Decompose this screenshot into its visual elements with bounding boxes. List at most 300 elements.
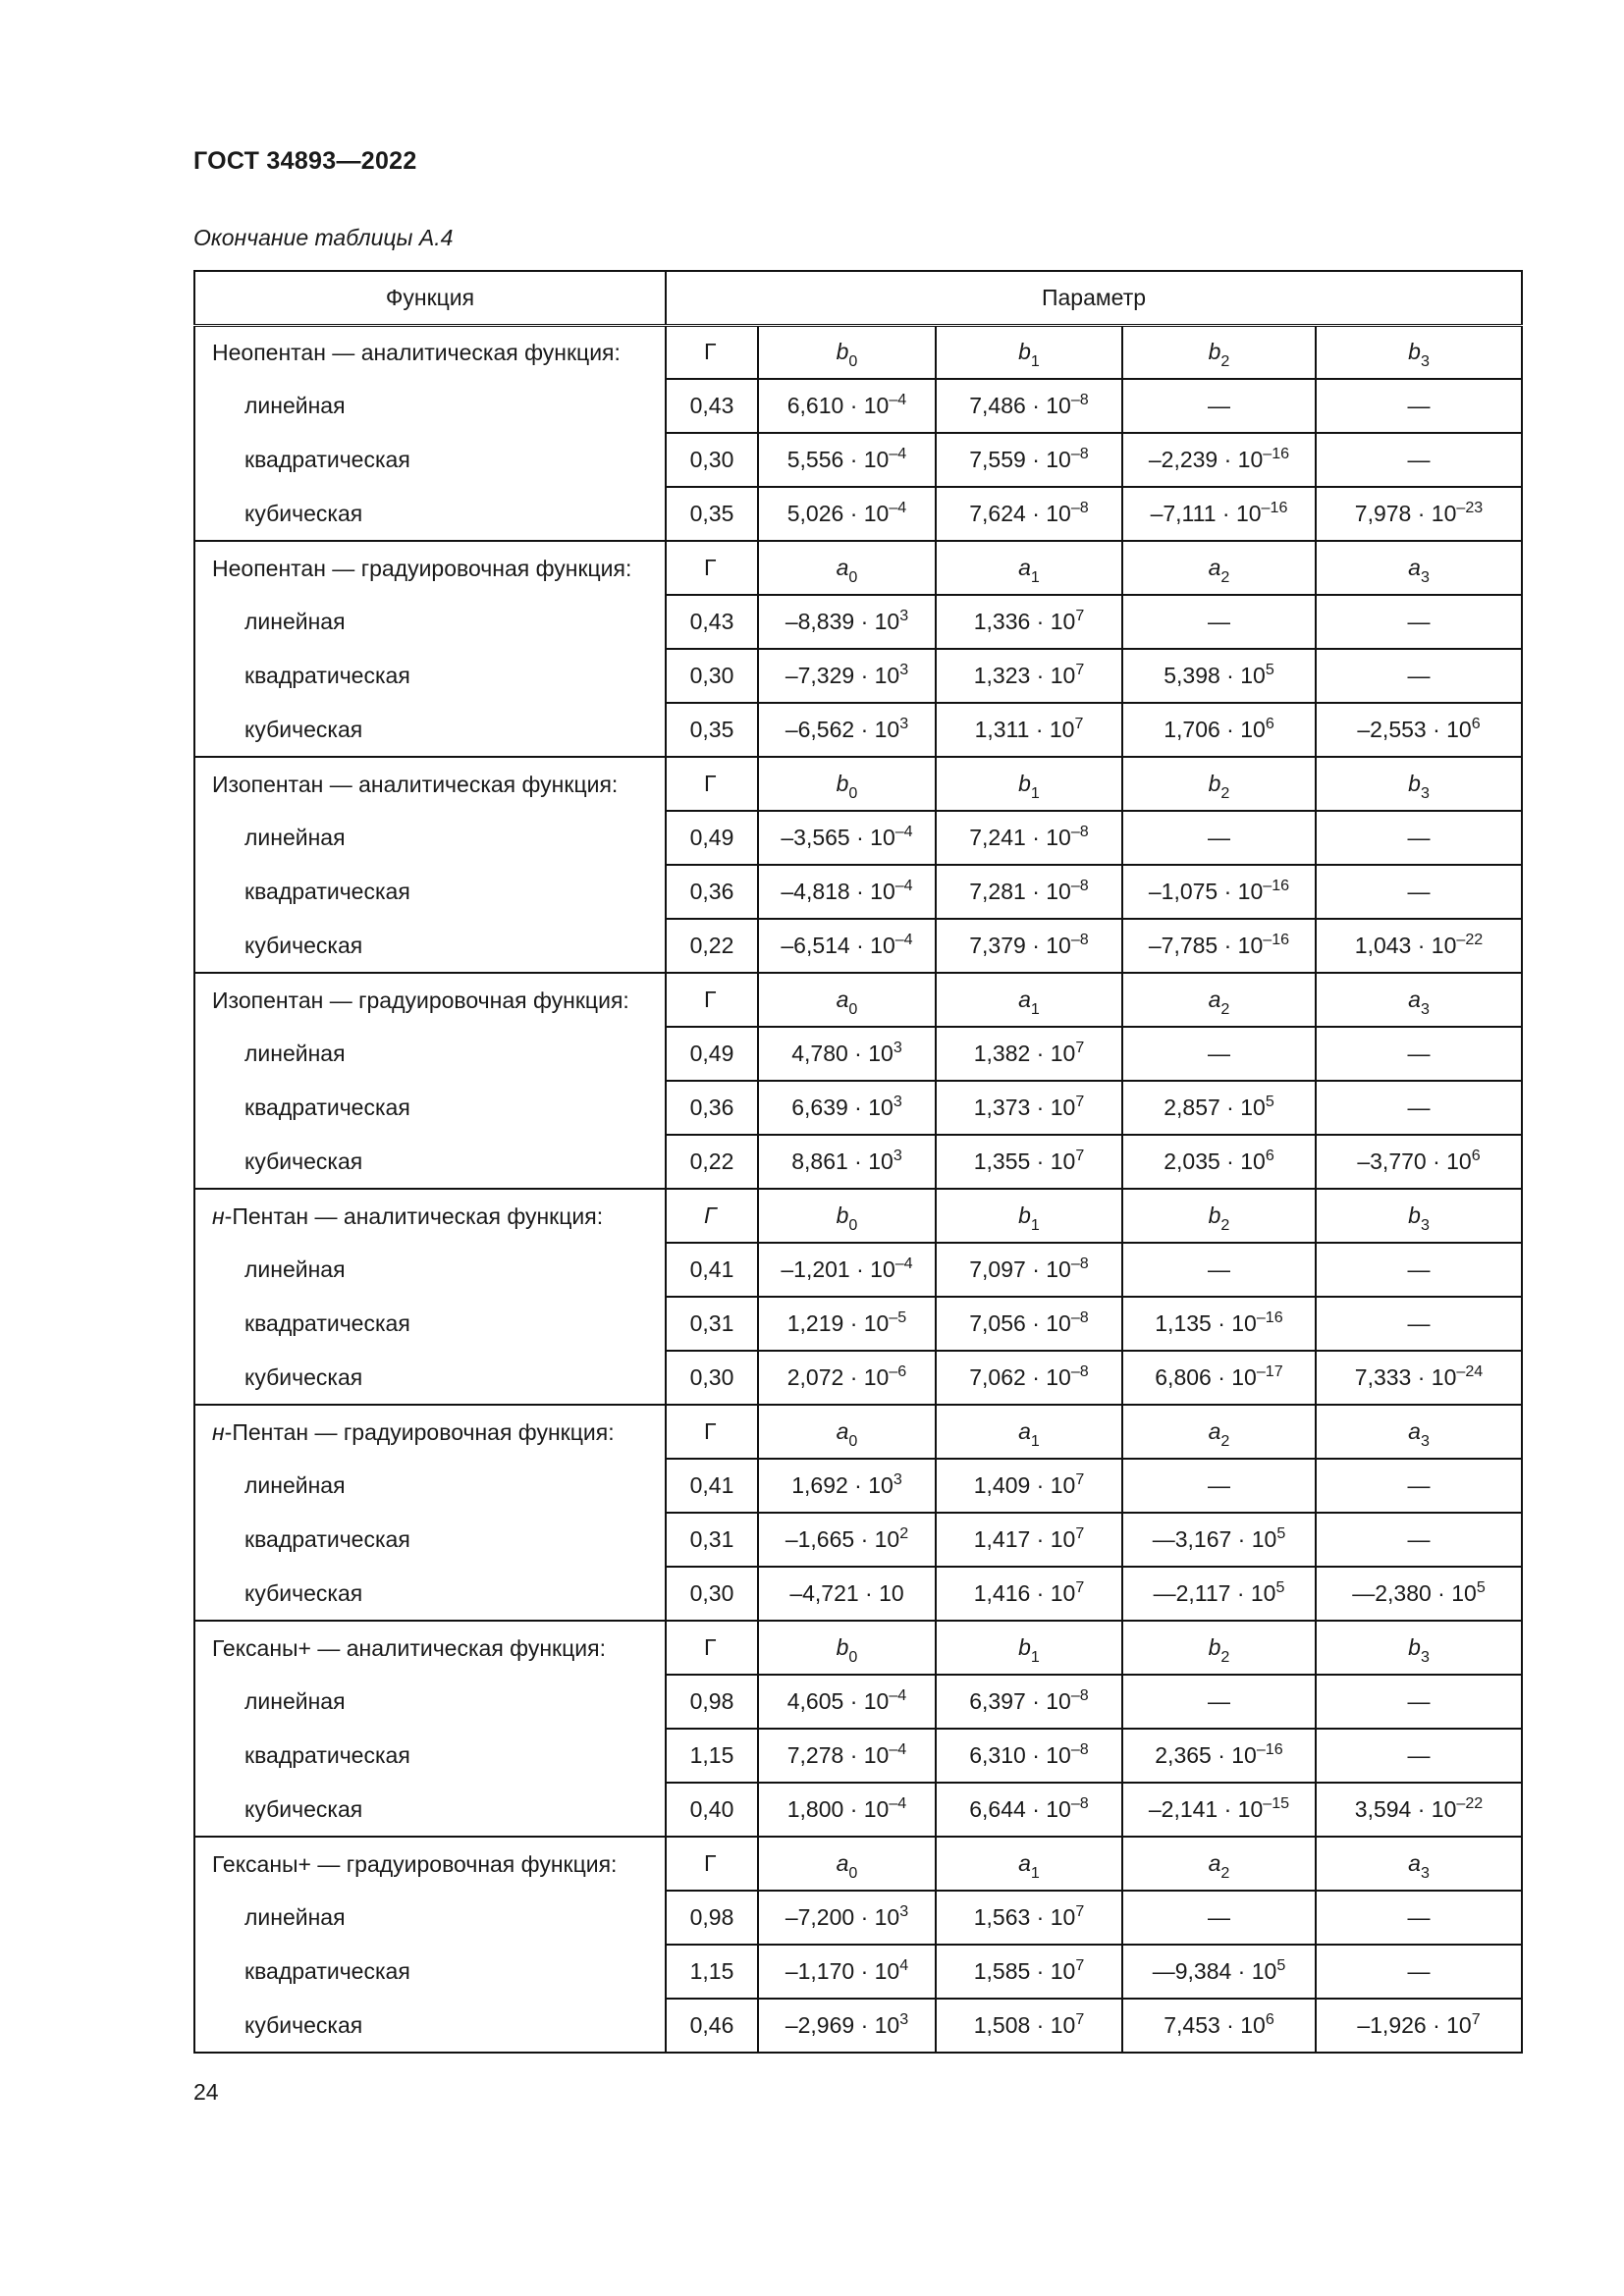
group-title	[194, 541, 666, 595]
coefficient-mantissa: 1,416 · 10	[973, 1580, 1076, 1606]
function-type-label: линейная	[194, 595, 666, 649]
coefficient-value	[1316, 1243, 1522, 1297]
parameter-label	[758, 1189, 936, 1243]
coefficient	[1408, 1256, 1431, 1282]
coefficient-mantissa: 5,026 · 10	[786, 501, 890, 526]
coefficient-value	[1316, 865, 1522, 919]
group-title-text: Неопентан — градуировочная функция:	[212, 555, 632, 581]
coefficient-exponent: –16	[1263, 877, 1290, 895]
gamma-value: 0,22	[666, 919, 758, 973]
coefficient	[969, 1688, 1089, 1714]
parameter-symbol-subscript: 2	[1220, 352, 1230, 371]
parameter-symbol-subscript: 0	[848, 784, 858, 803]
coefficient-mantissa: —	[1407, 1688, 1431, 1714]
coefficient	[1164, 663, 1274, 688]
coefficient-exponent: 7	[1075, 1902, 1085, 1921]
coefficient-mantissa: 7,281 · 10	[969, 879, 1071, 904]
group-title	[194, 973, 666, 1027]
coefficient-mantissa: 1,382 · 10	[973, 1041, 1076, 1066]
coefficient-value	[1122, 919, 1316, 973]
coefficient-value	[936, 1999, 1122, 2053]
table-row	[194, 1297, 1522, 1351]
function-type-label: линейная	[194, 1243, 666, 1297]
coefficient-mantissa: —	[1407, 1526, 1431, 1552]
coefficient-value	[1122, 1243, 1316, 1297]
coefficient-value	[1316, 649, 1522, 703]
coefficient-exponent: –8	[1070, 1308, 1089, 1327]
function-type-label: линейная	[194, 1675, 666, 1729]
parameter-symbol	[836, 1850, 858, 1883]
coefficient-mantissa: —	[1407, 1472, 1431, 1498]
gamma-symbol: Г	[704, 1850, 717, 1876]
coefficient-exponent: –8	[1070, 1255, 1089, 1273]
coefficient	[1208, 1041, 1230, 1066]
function-type-label: линейная	[194, 811, 666, 865]
coefficient-exponent: –4	[894, 877, 913, 895]
coefficient-mantissa: 1,563 · 10	[973, 1904, 1076, 1930]
parameter-symbol	[1018, 771, 1040, 803]
coefficient	[974, 2012, 1085, 2038]
coefficient	[785, 609, 908, 634]
gamma-symbol: Г	[704, 1634, 717, 1660]
parameter-symbol	[1408, 987, 1430, 1019]
coefficient-mantissa: 2,035 · 10	[1164, 1148, 1266, 1174]
coefficient-exponent: 5	[1276, 1524, 1286, 1543]
coefficient-value	[758, 1513, 936, 1567]
group-title-row	[194, 1621, 1522, 1675]
coefficient-mantissa: 7,453 · 10	[1164, 2012, 1266, 2038]
coefficient-mantissa: —	[1407, 447, 1431, 472]
parameter-label	[1122, 325, 1316, 379]
coefficient	[1352, 1580, 1486, 1606]
parameter-label	[1316, 325, 1522, 379]
gamma-value: 0,36	[666, 1081, 758, 1135]
coefficient	[1164, 2012, 1274, 2038]
coefficient	[1155, 1742, 1282, 1768]
parameter-label	[936, 1405, 1122, 1459]
coefficient-value	[1122, 1459, 1316, 1513]
coefficient	[974, 1958, 1085, 1984]
coefficient-value	[1316, 811, 1522, 865]
coefficient-value	[1122, 1945, 1316, 1999]
gamma-value: 1,15	[666, 1945, 758, 1999]
coefficient-value	[1316, 1567, 1522, 1621]
column-header-function: Функция	[194, 271, 666, 325]
parameter-symbol-base: b	[1208, 771, 1221, 796]
coefficient-mantissa: 7,978 · 10	[1354, 501, 1457, 526]
coefficient	[969, 1796, 1089, 1822]
coefficient	[1164, 717, 1274, 742]
table-row	[194, 1567, 1522, 1621]
coefficient	[974, 1580, 1085, 1606]
coefficient	[785, 717, 908, 742]
coefficient	[1408, 1742, 1431, 1768]
parameter-symbol	[1208, 555, 1230, 587]
parameter-symbol	[1208, 339, 1230, 371]
function-type-label: квадратическая	[194, 1297, 666, 1351]
coefficient-value	[936, 433, 1122, 487]
parameter-symbol-subscript: 0	[848, 1000, 858, 1019]
coefficient-value	[1122, 1081, 1316, 1135]
coefficient-value	[1316, 379, 1522, 433]
coefficient	[787, 1364, 907, 1390]
parameter-symbol	[1018, 1202, 1040, 1235]
coefficient-mantissa: 7,379 · 10	[969, 933, 1071, 958]
function-type-label: кубическая	[194, 703, 666, 757]
table-row	[194, 1081, 1522, 1135]
coefficient-value	[936, 1027, 1122, 1081]
coefficient	[781, 879, 912, 904]
coefficient-mantissa: 7,278 · 10	[786, 1742, 890, 1768]
coefficient-exponent: –8	[1070, 391, 1089, 409]
parameter-symbol-subscript: 0	[848, 352, 858, 371]
coefficient	[1151, 501, 1288, 526]
parameter-symbol	[1018, 987, 1040, 1019]
coefficient-value	[1316, 703, 1522, 757]
parameter-label	[936, 757, 1122, 811]
parameter-label	[758, 1405, 936, 1459]
coefficient-value	[758, 919, 936, 973]
parameter-symbol	[1408, 555, 1430, 587]
coefficient-value	[1122, 865, 1316, 919]
coefficient	[974, 1472, 1085, 1498]
coefficient-mantissa: —	[1208, 1256, 1230, 1282]
coefficient-value	[936, 1135, 1122, 1189]
parameter-symbol-subscript: 2	[1220, 1648, 1230, 1667]
parameter-symbol-base: b	[1408, 771, 1421, 796]
coefficient-value	[1316, 487, 1522, 541]
table-row	[194, 1891, 1522, 1945]
table-row	[194, 1135, 1522, 1189]
coefficient-mantissa: –3,565 · 10	[781, 825, 895, 850]
coefficient	[975, 717, 1084, 742]
group-title-text: Изопентан — градуировочная функция:	[212, 987, 629, 1013]
coefficient	[969, 501, 1089, 526]
parameter-label	[1316, 1837, 1522, 1891]
coefficient	[1208, 1904, 1230, 1930]
coefficient-exponent: –16	[1263, 445, 1290, 463]
coefficient-mantissa: –1,665 · 10	[785, 1526, 900, 1552]
coefficient-mantissa: 1,508 · 10	[973, 2012, 1076, 2038]
coefficient-exponent: 5	[1265, 1093, 1274, 1111]
coefficient-mantissa: —	[1208, 825, 1230, 850]
coefficient-mantissa: 7,062 · 10	[969, 1364, 1071, 1390]
coefficient-value	[1316, 1135, 1522, 1189]
coefficient	[1149, 1796, 1289, 1822]
parameter-symbol	[836, 771, 858, 803]
coefficient-exponent: 7	[1471, 2010, 1481, 2029]
parameter-label	[1316, 541, 1522, 595]
gamma-value: 0,36	[666, 865, 758, 919]
parameter-symbol-base: a	[1408, 1850, 1421, 1876]
gamma-value: 0,35	[666, 703, 758, 757]
coefficient-value	[1122, 1675, 1316, 1729]
coefficient-mantissa: 3,594 · 10	[1354, 1796, 1457, 1822]
group-title-text: -Пентан — аналитическая функция:	[224, 1202, 604, 1229]
parameter-label	[1122, 757, 1316, 811]
coefficient-exponent: 7	[1075, 1956, 1085, 1975]
coefficient-value	[1316, 1081, 1522, 1135]
coefficient-value	[758, 1675, 936, 1729]
coefficient-mantissa: —	[1407, 609, 1431, 634]
parameter-symbol-subscript: 1	[1030, 1864, 1040, 1883]
coefficient-exponent: –23	[1456, 499, 1484, 517]
coefficient-mantissa: 6,639 · 10	[791, 1095, 893, 1120]
gamma-label	[666, 1189, 758, 1243]
parameter-label	[936, 325, 1122, 379]
gamma-value: 0,30	[666, 433, 758, 487]
coefficient-exponent: –8	[1070, 499, 1089, 517]
coefficient	[1408, 663, 1431, 688]
coefficient-mantissa: 1,417 · 10	[973, 1526, 1076, 1552]
table-row	[194, 1999, 1522, 2053]
coefficient	[974, 609, 1085, 634]
coefficient	[1357, 2012, 1480, 2038]
table-row	[194, 1027, 1522, 1081]
coefficient-exponent: –4	[889, 1740, 907, 1759]
parameter-label	[758, 325, 936, 379]
parameter-symbol-base: a	[1208, 987, 1221, 1012]
table-row	[194, 379, 1522, 433]
coefficient-value	[758, 1027, 936, 1081]
coefficient-value	[936, 379, 1122, 433]
coefficient-value	[1316, 1459, 1522, 1513]
gamma-value: 0,43	[666, 379, 758, 433]
coefficient-value	[1122, 1351, 1316, 1405]
coefficient-exponent: –17	[1256, 1362, 1283, 1381]
gamma-value: 0,46	[666, 1999, 758, 2053]
coefficient	[781, 1256, 912, 1282]
parameter-symbol	[1018, 339, 1040, 371]
parameter-symbol	[1208, 1202, 1230, 1235]
group-title-text: Гексаны+ — градуировочная функция:	[212, 1850, 618, 1877]
parameter-label	[936, 541, 1122, 595]
coefficient-value	[936, 865, 1122, 919]
group-title	[194, 1189, 666, 1243]
coefficient-value	[758, 1945, 936, 1999]
table-row	[194, 703, 1522, 757]
gamma-symbol: Г	[704, 1418, 717, 1444]
coefficient-value	[1316, 919, 1522, 973]
parameter-symbol	[1018, 555, 1040, 587]
coefficient-mantissa: 4,605 · 10	[786, 1688, 890, 1714]
group-title-row	[194, 325, 1522, 379]
coefficient-mantissa: 1,373 · 10	[973, 1095, 1076, 1120]
gamma-label	[666, 757, 758, 811]
coefficient-value	[1316, 1999, 1522, 2053]
coefficient-mantissa: –7,200 · 10	[785, 1904, 900, 1930]
parameter-symbol-base: b	[1208, 1634, 1221, 1660]
coefficient-exponent: 7	[1075, 2010, 1085, 2029]
coefficient-exponent: 4	[899, 1956, 909, 1975]
coefficient-value	[758, 379, 936, 433]
coefficient-mantissa: –2,239 · 10	[1148, 447, 1264, 472]
coefficient-value	[758, 1297, 936, 1351]
coefficient-mantissa: —2,117 · 10	[1153, 1580, 1276, 1606]
parameter-label	[758, 1837, 936, 1891]
coefficient	[969, 447, 1089, 472]
coefficient-value	[936, 649, 1122, 703]
coefficient	[969, 1364, 1089, 1390]
coefficient-mantissa: 7,333 · 10	[1354, 1364, 1457, 1390]
coefficient	[969, 825, 1089, 850]
coefficient-mantissa: 1,800 · 10	[786, 1796, 890, 1822]
coefficient	[1208, 1472, 1230, 1498]
coefficient-exponent: –16	[1256, 1308, 1283, 1327]
coefficient-value	[1122, 1513, 1316, 1567]
coefficient-mantissa: —	[1407, 825, 1431, 850]
coefficient-mantissa: 1,585 · 10	[973, 1958, 1076, 1984]
function-type-label: линейная	[194, 1027, 666, 1081]
coefficient	[1408, 1526, 1431, 1552]
coefficient-exponent: –4	[889, 391, 907, 409]
parameter-symbol	[1018, 1850, 1040, 1883]
parameter-symbol	[1208, 987, 1230, 1019]
coefficient	[791, 1041, 902, 1066]
function-type-label: кубическая	[194, 1999, 666, 2053]
function-type-label: квадратическая	[194, 1081, 666, 1135]
coefficient-mantissa: —	[1208, 1904, 1230, 1930]
coefficient-mantissa: —	[1208, 1041, 1230, 1066]
coefficient-mantissa: —	[1407, 1958, 1431, 1984]
gamma-symbol: Г	[704, 987, 717, 1012]
gamma-value: 0,41	[666, 1459, 758, 1513]
parameter-symbol-subscript: 2	[1220, 784, 1230, 803]
coefficient-mantissa: –3,770 · 10	[1357, 1148, 1472, 1174]
coefficient-value	[1316, 1675, 1522, 1729]
coefficient	[787, 447, 907, 472]
coefficient-mantissa: 1,043 · 10	[1354, 933, 1457, 958]
parameter-symbol-base: b	[1408, 339, 1421, 365]
coefficient-value	[936, 1351, 1122, 1405]
parameter-symbol-subscript: 2	[1220, 1432, 1230, 1451]
coefficient	[787, 1688, 907, 1714]
coefficient-mantissa: —	[1208, 609, 1230, 634]
coefficient-mantissa: 8,861 · 10	[791, 1148, 893, 1174]
coefficient-mantissa: –2,969 · 10	[785, 2012, 900, 2038]
parameter-symbol-base: a	[836, 987, 849, 1012]
parameter-symbol-base: b	[1408, 1634, 1421, 1660]
coefficient-value	[936, 595, 1122, 649]
coefficient-mantissa: –1,926 · 10	[1357, 2012, 1472, 2038]
coefficient-value	[758, 1351, 936, 1405]
parameter-label	[758, 1621, 936, 1675]
parameter-symbol-subscript: 2	[1220, 1000, 1230, 1019]
coefficient-exponent: –16	[1263, 931, 1290, 949]
coefficient-mantissa: 1,706 · 10	[1164, 717, 1266, 742]
coefficient-exponent: –4	[889, 1686, 907, 1705]
parameter-symbol-subscript: 3	[1420, 352, 1430, 371]
parameter-symbol-subscript: 1	[1030, 352, 1040, 371]
coefficient-mantissa: 6,610 · 10	[786, 393, 890, 418]
coefficient-value	[758, 1729, 936, 1783]
coefficient-mantissa: 1,323 · 10	[973, 663, 1076, 688]
coefficient-exponent: 2	[899, 1524, 909, 1543]
coefficient	[1408, 1472, 1431, 1498]
group-title-text: -Пентан — градуировочная функция:	[224, 1418, 615, 1445]
group-title-text: Гексаны+ — аналитическая функция:	[212, 1634, 606, 1661]
coefficient-value	[1316, 1945, 1522, 1999]
gamma-symbol: Г	[704, 339, 717, 365]
coefficient-value	[1122, 703, 1316, 757]
coefficient-mantissa: 7,241 · 10	[969, 825, 1071, 850]
coefficient-exponent: –8	[1070, 1740, 1089, 1759]
parameter-symbol-subscript: 1	[1030, 1216, 1040, 1235]
coefficient-value	[758, 1135, 936, 1189]
parameter-symbol-subscript: 1	[1030, 1648, 1040, 1667]
coefficient-exponent: 5	[1476, 1578, 1486, 1597]
coefficient	[1149, 879, 1289, 904]
coefficient	[1155, 1364, 1282, 1390]
coefficient-value	[1122, 487, 1316, 541]
coefficient	[787, 393, 907, 418]
table-row	[194, 1513, 1522, 1567]
parameter-symbol-base: b	[836, 1202, 849, 1228]
coefficient-value	[1122, 1891, 1316, 1945]
parameter-symbol-subscript: 0	[848, 1864, 858, 1883]
coefficient-mantissa: –6,514 · 10	[781, 933, 895, 958]
coefficient-mantissa: 7,559 · 10	[969, 447, 1071, 472]
coefficient-value	[758, 1783, 936, 1837]
parameter-symbol	[1208, 1634, 1230, 1667]
coefficient-exponent: –24	[1456, 1362, 1484, 1381]
parameter-symbol	[1408, 1202, 1430, 1235]
table-row	[194, 1729, 1522, 1783]
coefficient-mantissa: –1,170 · 10	[785, 1958, 900, 1984]
coefficient	[785, 1958, 908, 1984]
coefficient	[969, 1256, 1089, 1282]
group-title-row	[194, 1189, 1522, 1243]
parameter-symbol-base: a	[836, 1418, 849, 1444]
coefficient-value	[1316, 1351, 1522, 1405]
coefficient-value	[1316, 1513, 1522, 1567]
coefficient-mantissa: 7,624 · 10	[969, 501, 1071, 526]
coefficient-mantissa: 1,311 · 10	[974, 717, 1075, 742]
table-row	[194, 811, 1522, 865]
coefficient-mantissa: –4,721 · 10	[789, 1580, 904, 1606]
coefficient	[974, 663, 1085, 688]
parameter-symbol-base: b	[836, 339, 849, 365]
group-title	[194, 1621, 666, 1675]
gamma-value: 0,31	[666, 1513, 758, 1567]
coefficient-mantissa: —	[1407, 1095, 1431, 1120]
coefficient-mantissa: —	[1407, 393, 1431, 418]
parameter-symbol-subscript: 3	[1420, 1432, 1430, 1451]
coefficient	[1355, 1364, 1483, 1390]
parameter-symbol-base: a	[836, 1850, 849, 1876]
coefficient-value	[936, 1567, 1122, 1621]
group-title	[194, 757, 666, 811]
coefficient-exponent: –22	[1456, 931, 1484, 949]
coefficient-value	[758, 487, 936, 541]
function-type-label: линейная	[194, 1891, 666, 1945]
coefficient	[974, 1041, 1085, 1066]
coefficient-exponent: –5	[889, 1308, 907, 1327]
parameter-label	[1316, 1621, 1522, 1675]
function-type-label: квадратическая	[194, 1729, 666, 1783]
table-row	[194, 649, 1522, 703]
gamma-value: 0,49	[666, 811, 758, 865]
coefficient-exponent: 7	[1075, 661, 1085, 679]
table-row	[194, 1675, 1522, 1729]
coefficient-value	[1122, 379, 1316, 433]
coefficient	[1408, 879, 1431, 904]
parameter-symbol-base: b	[836, 771, 849, 796]
coefficient	[1149, 447, 1289, 472]
gamma-value: 0,41	[666, 1243, 758, 1297]
coefficient-exponent: –4	[889, 499, 907, 517]
coefficient	[1355, 1796, 1483, 1822]
